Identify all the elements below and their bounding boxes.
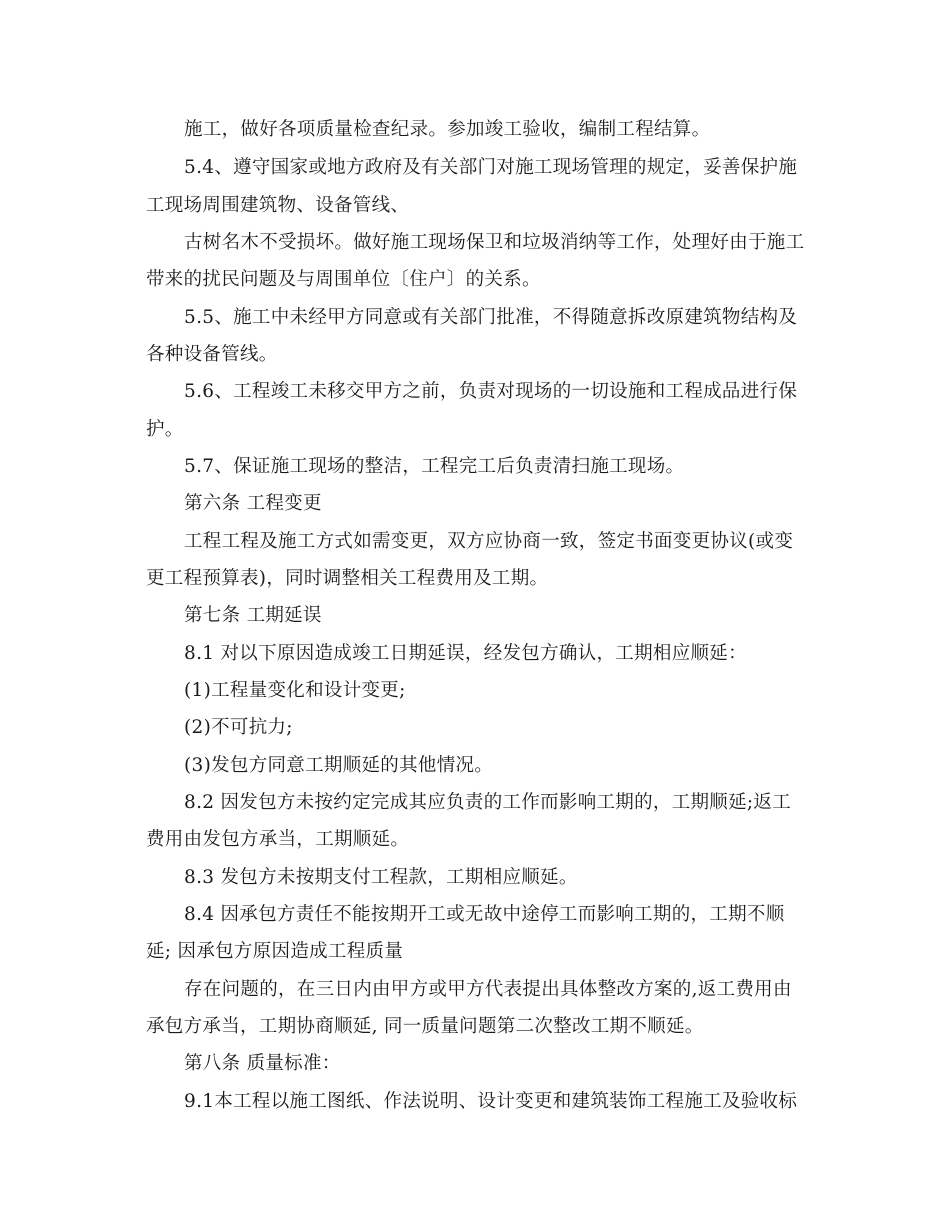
text-line: (3)发包方同意工期顺延的其他情况。 [184, 755, 494, 776]
text-line: 各种设备管线。 [146, 344, 278, 365]
text-line: 延; 因承包方原因造成工程质量 [146, 941, 404, 962]
text-line: 承包方承当，工期协商顺延, 同一质量问题第二次整改工期不顺延。 [146, 1016, 704, 1037]
text-line: 5.6、工程竣工未移交甲方之前，负责对现场的一切设施和工程成品进行保 [184, 381, 798, 402]
text-line: 8.2 因发包方未按约定完成其应负责的工作而影响工期的，工期顺延;返工 [184, 792, 792, 813]
text-line: (1)工程量变化和设计变更; [184, 680, 406, 701]
text-line: 带来的扰民问题及与周围单位〔住户〕的关系。 [146, 269, 541, 290]
text-line: 工现场周围建筑物、设备管线、 [146, 195, 410, 216]
section-heading: 第七条 工期延误 [184, 605, 322, 626]
text-line: 5.4、遵守国家或地方政府及有关部门对施工现场管理的规定，妥善保护施 [184, 157, 798, 178]
section-heading: 第六条 工程变更 [184, 493, 322, 514]
text-line: 存在问题的，在三日内由甲方或甲方代表提出具体整改方案的,返工费用由 [184, 979, 792, 1000]
text-line: 古树名木不受损坏。做好施工现场保卫和垃圾消纳等工作，处理好由于施工 [184, 232, 805, 253]
text-line: 8.3 发包方未按期支付工程款，工期相应顺延。 [184, 867, 578, 888]
text-line: 费用由发包方承当，工期顺延。 [146, 829, 410, 850]
text-line: 5.7、保证施工现场的整洁，工程完工后负责清扫施工现场。 [184, 456, 685, 477]
section-heading: 第八条 质量标准： [184, 1053, 341, 1074]
text-line: 5.5、施工中未经甲方同意或有关部门批准，不得随意拆改原建筑物结构及 [184, 307, 798, 328]
text-line: (2)不可抗力; [184, 717, 293, 738]
text-line: 工程工程及施工方式如需变更，双方应协商一致，签定书面变更协议(或变 [184, 531, 794, 552]
text-line: 更工程预算表)，同时调整相关工程费用及工期。 [146, 568, 549, 589]
text-line: 9.1本工程以施工图纸、作法说明、设计变更和建筑装饰工程施工及验收标 [184, 1091, 798, 1112]
text-line: 施工，做好各项质量检查纪录。参加竣工验收，编制工程结算。 [184, 119, 711, 140]
text-line: 8.1 对以下原因造成竣工日期延误，经发包方确认，工期相应顺延： [184, 643, 747, 664]
text-line: 8.4 因承包方责任不能按期开工或无故中途停工而影响工期的，工期不顺 [184, 904, 785, 925]
text-line: 护。 [146, 419, 184, 440]
